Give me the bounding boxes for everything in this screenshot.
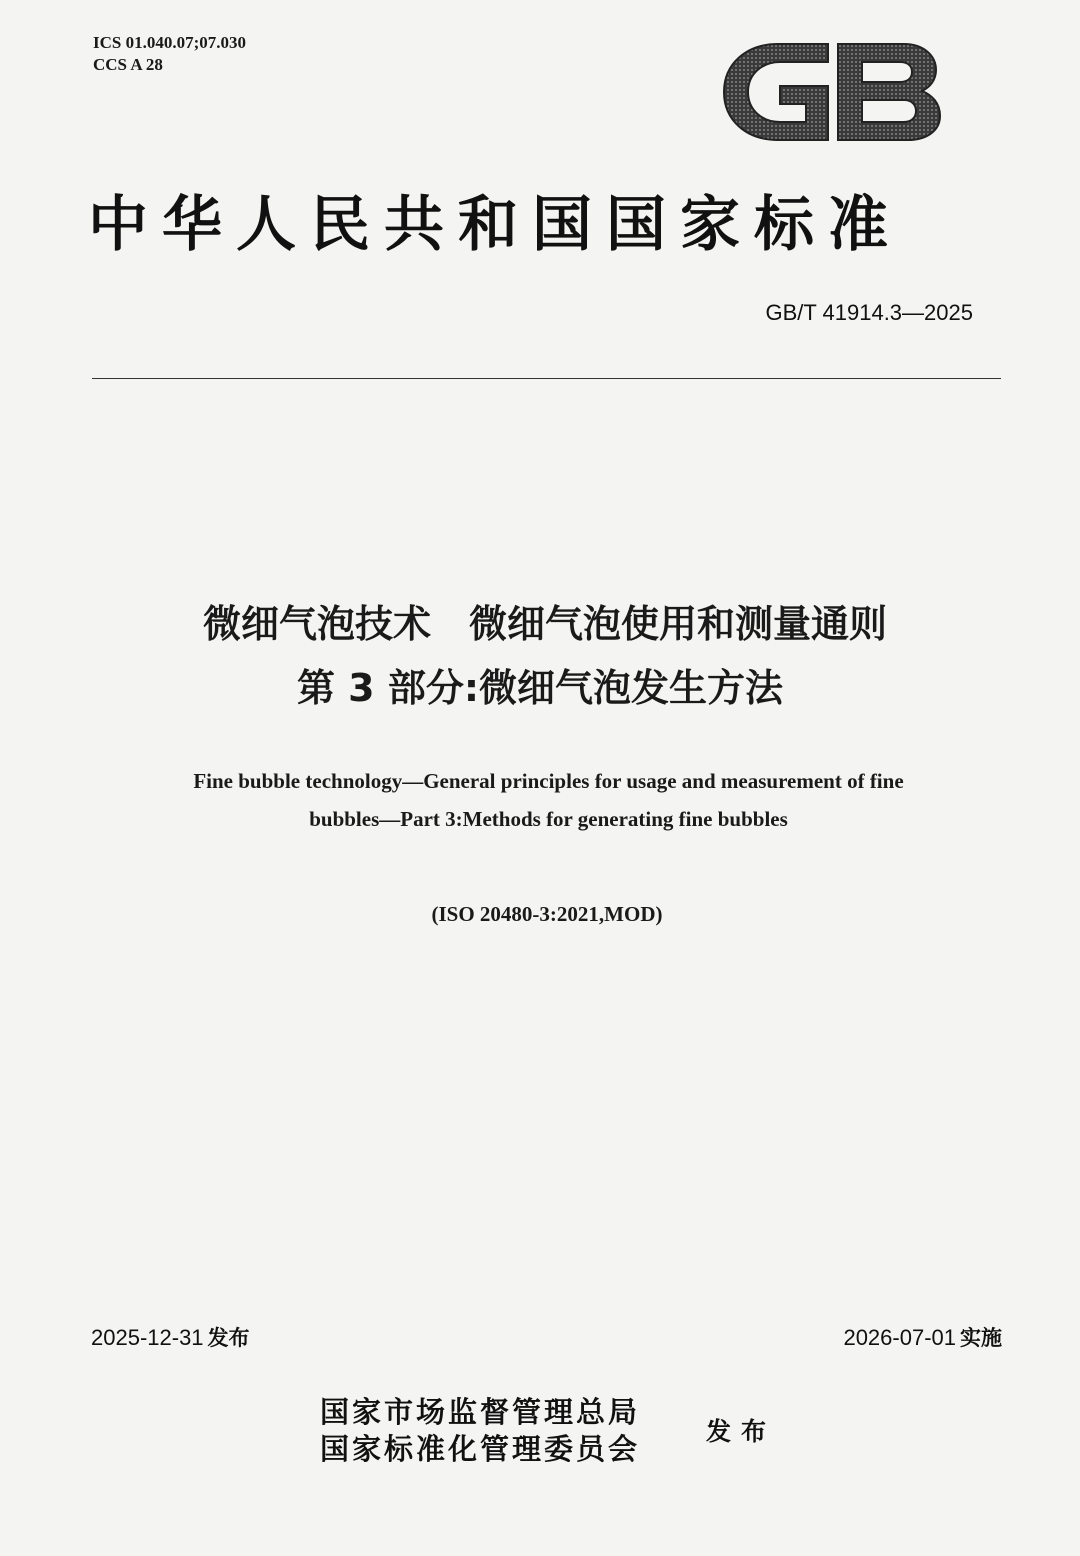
standard-number: GB/T 41914.3—2025 — [765, 300, 973, 325]
chinese-title — [0, 592, 1080, 720]
implementation-date-value: 2026-07-01 — [843, 1325, 956, 1350]
implementation-date — [843, 1322, 1002, 1352]
issue-date-label: 发布 — [207, 1326, 250, 1350]
chinese-title-line-2: 第 3 部分:微细气泡发生方法 — [296, 666, 784, 710]
publish-label: 发布 — [706, 1417, 777, 1446]
iso-reference: (ISO 20480-3:2021,MOD) — [431, 902, 663, 926]
issue-date — [91, 1322, 250, 1352]
issuer-samr: 国家市场监督管理总局 — [320, 1395, 641, 1429]
national-standard-title: 中华人民共和国国家标准 — [88, 190, 902, 260]
english-title-line-2: bubbles—Part 3:Methods for generating fine bubbles — [309, 807, 788, 831]
header-divider — [92, 378, 1001, 379]
chinese-title-line-1: 微细气泡技术 微细气泡使用和测量通则 — [202, 602, 887, 646]
ccs-code: CCS A 28 — [93, 55, 163, 74]
issuing-authorities — [320, 1394, 640, 1468]
gb-logo-b-shape — [838, 44, 940, 140]
issue-date-value: 2025-12-31 — [91, 1325, 204, 1350]
implementation-date-label: 实施 — [960, 1326, 1002, 1350]
gb-logo-g-shape — [724, 44, 828, 140]
english-title — [0, 762, 1080, 838]
english-title-line-1: Fine bubble technology—General principles for usage and measurement of fine — [193, 769, 904, 793]
ics-code: ICS 01.040.07;07.030 — [93, 33, 247, 52]
gb-logo — [718, 36, 944, 148]
issuer-sac: 国家标准化管理委员会 — [320, 1432, 641, 1466]
classification-codes — [93, 32, 246, 76]
